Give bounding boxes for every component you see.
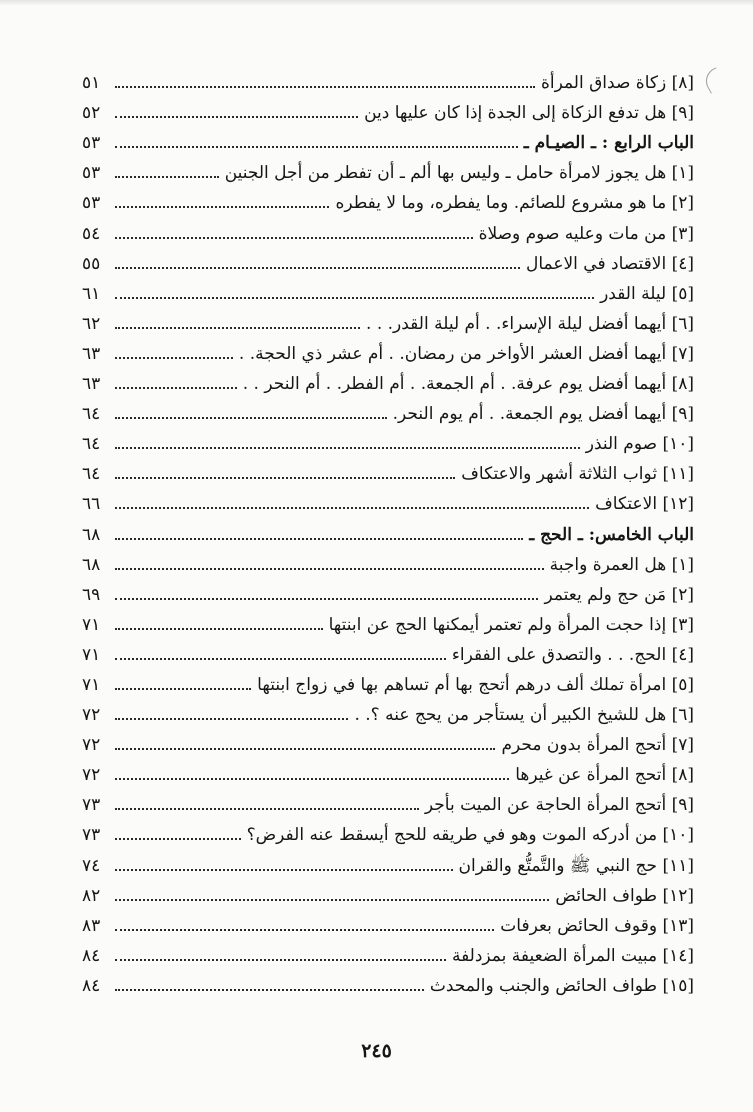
toc-entry-title: [٢] ما هو مشروع للصائم. وما يفطره، وما لا يفطره: [335, 193, 694, 214]
dot-leader: [115, 176, 219, 178]
dot-leader: [115, 538, 523, 540]
toc-entry-title: [١٤] مبيت المرأة الضعيفة بمزدلفة: [451, 945, 694, 966]
page-top-edge: [0, 0, 753, 6]
toc-entry-title: [٤] الحج. . . والتصدق على الفقراء: [451, 644, 694, 665]
toc-entry-title: [٥] امرأة تملك ألف درهم أتحج بها أم تساهم بها في زواج ابنتها: [257, 674, 694, 695]
toc-entry-title: [٣] إذا حجت المرأة ولم تعتمر أيمكنها الحج عن ابنتها: [328, 614, 694, 635]
dot-leader: [115, 357, 233, 359]
toc-entry: [82, 816, 694, 846]
dot-leader: [115, 778, 509, 780]
dot-leader: [115, 206, 329, 208]
toc-entry: [82, 907, 694, 937]
toc-entry-title: [٨] أتحج المرأة عن غيرها: [515, 765, 694, 786]
toc-entry-page: ٥٣: [82, 133, 101, 154]
toc-entry-page: ٥٢: [82, 103, 101, 124]
toc-entry-title: [٧] أتحج المرأة بدون محرم: [501, 735, 694, 756]
toc-entry-title: [٦] هل للشيخ الكبير أن يستأجر من يحج عنه ؟. .: [354, 705, 694, 726]
dot-leader: [115, 297, 594, 299]
toc-entry: [82, 275, 694, 305]
toc-entry-page: ٦١: [82, 283, 101, 304]
dot-leader: [115, 447, 580, 449]
toc-entry-title: [٨] زكاة صداق المرأة: [540, 73, 694, 94]
dot-leader: [115, 808, 419, 810]
toc-entry-page: ٧٢: [82, 735, 101, 756]
dot-leader: [115, 628, 323, 630]
dot-leader: [115, 387, 237, 389]
dot-leader: [115, 688, 251, 690]
toc-entry-page: ٧١: [82, 644, 101, 665]
toc-entry-page: ٦٣: [82, 343, 101, 364]
toc-entry-page: ٦٣: [82, 374, 101, 395]
toc-entry: [82, 786, 694, 816]
toc-entry-title: [١٢] طواف الحائض: [555, 885, 694, 906]
toc-entry-title: [٦] أيهما أفضل ليلة الإسراء. . أم ليلة القدر. . .: [366, 313, 694, 334]
toc-entry-page: ٥٥: [82, 253, 101, 274]
toc-entry: [82, 636, 694, 666]
toc-entry-page: ٧٤: [82, 855, 101, 876]
toc-entry: [82, 546, 694, 576]
toc-entry: [82, 756, 694, 786]
toc-entry-page: ٧١: [82, 614, 101, 635]
page-number: ٢٤٥: [361, 1040, 392, 1062]
toc-entry-title: [٩] هل تدفع الزكاة إلى الجدة إذا كان عليها دين: [364, 103, 694, 124]
toc-entry: [82, 365, 694, 395]
toc-entry-title: [١] هل العمرة واجبة: [549, 554, 694, 575]
toc-entry-title: [٧] أيهما أفضل العشر الأواخر من رمضان. . أم عشر ذي الحجة. .: [238, 343, 694, 364]
toc-entry: [82, 967, 694, 997]
toc-entry: [82, 606, 694, 636]
toc-entry-page: ٧٣: [82, 825, 101, 846]
toc-entry-title: [١٥] طواف الحائض والجنب والمحدث: [429, 975, 694, 996]
dot-leader: [115, 237, 473, 239]
toc-entry-title: الباب الخامس: ـ الحج ـ: [529, 524, 694, 545]
toc-entry-title: [١٠] صوم النذر: [585, 434, 694, 455]
toc-entry-title: [٣] من مات وعليه صوم وصلاة: [478, 223, 694, 244]
toc-entry-page: ٧٢: [82, 765, 101, 786]
toc-entry: [82, 94, 694, 124]
dot-leader: [115, 417, 387, 419]
toc-entry: [82, 696, 694, 726]
toc-entry: [82, 395, 694, 425]
toc-entry: [82, 154, 694, 184]
dot-leader: [115, 959, 446, 961]
toc-entry: [82, 726, 694, 756]
toc-entry: [82, 245, 694, 275]
toc-entry-title: [٥] ليلة القدر: [600, 283, 694, 304]
toc-entry-page: ٦٨: [82, 524, 101, 545]
dot-leader: [115, 477, 455, 479]
dot-leader: [115, 86, 535, 88]
toc-entry-page: ٦٤: [82, 404, 101, 425]
toc-entry: [82, 64, 694, 94]
dot-leader: [115, 869, 453, 871]
dot-leader: [115, 748, 495, 750]
toc-entry-page: ٧١: [82, 674, 101, 695]
toc-entry-page: ٦٤: [82, 434, 101, 455]
toc-entry: [82, 455, 694, 485]
toc-entry-page: ٦٩: [82, 584, 101, 605]
toc-entry: [82, 576, 694, 606]
toc-entry-title: [٨] أيهما أفضل يوم عرفة. . أم الجمعة. . أم الفطر. . أم النحر . .: [242, 374, 694, 395]
dot-leader: [115, 146, 518, 148]
toc-entry-page: ٥٤: [82, 223, 101, 244]
dot-leader: [115, 598, 538, 600]
toc-entry-title: [١١] حج النبي ﷺ والتَّمتُّع والقران: [458, 855, 694, 876]
toc-chapter-heading: [82, 124, 694, 154]
toc-entry-title: [١٠] من أدركه الموت وهو في طريقه للحج أيسقط عنه الفرض؟: [246, 825, 694, 846]
toc-entry: [82, 877, 694, 907]
toc-entry-title: [١٣] وقوف الحائض بعرفات: [500, 915, 694, 936]
toc-entry: [82, 305, 694, 335]
dot-leader: [115, 838, 241, 840]
toc-entry-title: [٩] أتحج المرأة الحاجة عن الميت بأجر: [424, 795, 694, 816]
toc-entry: [82, 666, 694, 696]
toc-entry-title: [١١] ثواب الثلاثة أشهر والاعتكاف: [461, 464, 694, 485]
toc-entry-page: ٨٢: [82, 885, 101, 906]
toc-entry: [82, 937, 694, 967]
toc-entry-page: ٦٢: [82, 313, 101, 334]
toc-entry: [82, 335, 694, 365]
toc-entry-page: ٥١: [82, 73, 101, 94]
table-of-contents: [82, 64, 694, 997]
toc-entry-title: [٩] أيهما أفضل يوم الجمعة. . أم يوم النحر.: [392, 404, 694, 425]
corner-pencil-mark: [701, 67, 726, 94]
toc-entry-title: [١٢] الاعتكاف: [595, 494, 694, 515]
toc-entry-title: [١] هل يجوز لامرأة حامل ـ وليس بها ألم ـ أن تفطر من أجل الجنين: [224, 163, 694, 184]
dot-leader: [115, 116, 358, 118]
dot-leader: [115, 568, 544, 570]
toc-entry: [82, 485, 694, 515]
toc-entry: [82, 214, 694, 244]
toc-entry-page: ٥٣: [82, 163, 101, 184]
dot-leader: [115, 327, 360, 329]
toc-entry-page: ٥٣: [82, 193, 101, 214]
toc-entry-title: [٤] الاقتصاد في الاعمال: [525, 253, 694, 274]
dot-leader: [115, 899, 549, 901]
toc-entry-page: ٧٢: [82, 705, 101, 726]
toc-entry-page: ٧٣: [82, 795, 101, 816]
dot-leader: [115, 658, 446, 660]
dot-leader: [115, 267, 520, 269]
toc-entry-page: ٦٤: [82, 464, 101, 485]
toc-chapter-heading: [82, 515, 694, 545]
toc-entry-page: ٨٤: [82, 945, 101, 966]
toc-entry: [82, 425, 694, 455]
toc-entry-title: الباب الرابع : ـ الصيـام ـ: [523, 133, 694, 154]
toc-entry: [82, 846, 694, 876]
toc-entry: [82, 184, 694, 214]
toc-entry-page: ٨٤: [82, 975, 101, 996]
toc-entry-page: ٦٨: [82, 554, 101, 575]
toc-entry-page: ٦٦: [82, 494, 101, 515]
toc-entry-page: ٨٣: [82, 915, 101, 936]
dot-leader: [115, 507, 589, 509]
dot-leader: [115, 929, 494, 931]
toc-entry-title: [٢] مَن حج ولم يعتمر: [544, 584, 694, 605]
dot-leader: [115, 718, 348, 720]
dot-leader: [115, 989, 424, 991]
